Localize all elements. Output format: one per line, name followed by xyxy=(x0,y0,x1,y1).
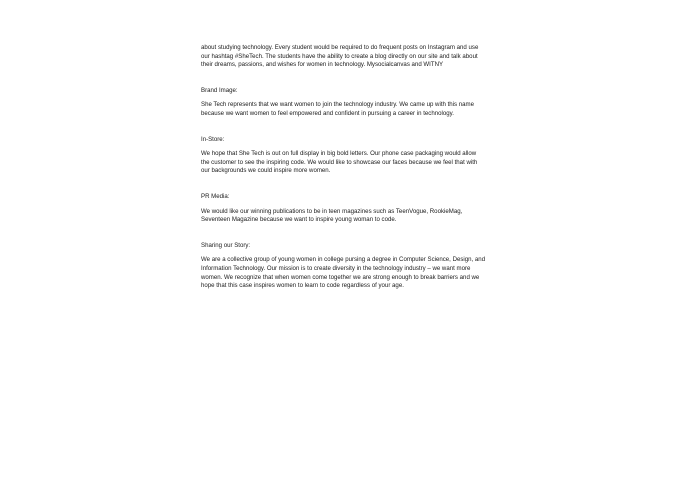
section-heading: In-Store: xyxy=(201,135,225,143)
section-brand-image xyxy=(201,87,496,119)
section-heading: PR Media: xyxy=(201,192,230,200)
paragraph-line: Seventeen Magazine because we want to inspire young woman to code. xyxy=(201,216,397,224)
paragraph-line: We hope that She Tech is out on full display in big bold letters. Our phone case packaging would allow xyxy=(201,150,477,158)
section-spacer xyxy=(201,225,496,242)
section-spacer xyxy=(201,70,496,87)
section-pr-media xyxy=(201,193,496,225)
section-paragraph xyxy=(201,256,496,290)
paragraph-line: the customer to see the inspiring code. We would like to showcase our faces because we feel that with xyxy=(201,158,478,166)
section-in-store xyxy=(201,136,496,176)
section-paragraph xyxy=(201,208,496,225)
paragraph-line: because we want women to feel empowered and confident in pursuing a career in technology. xyxy=(201,109,454,117)
paragraph-line: Information Technology. Our mission is to create diversity in the technology industry – we want more xyxy=(201,264,471,272)
paragraph-line: hope that this case inspires women to learn to code regardless of your age. xyxy=(201,282,404,290)
document-page xyxy=(201,44,496,291)
paragraph-line: our hashtag #SheTech. The students have the ability to create a blog directly on our site and talk about xyxy=(201,52,478,60)
paragraph-line: We are a collective group of young women in college pursing a degree in Computer Science, Design, and xyxy=(201,256,486,264)
paragraph-line: their dreams, passions, and wishes for women in technology. Mysocialcanvas and WITNY xyxy=(201,61,444,69)
paragraph-line: our backgrounds we could inspire more women. xyxy=(201,167,331,175)
section-paragraph xyxy=(201,150,496,176)
paragraph-line: She Tech represents that we want women to join the technology industry. We came up with this name xyxy=(201,101,475,109)
paragraph-line: women. We recognize that when women come together we are strong enough to break barriers and we xyxy=(201,273,480,281)
section-sharing-our-story xyxy=(201,242,496,291)
paragraph-line: about studying technology. Every student would be required to do frequent posts on Instagram and use xyxy=(201,44,479,51)
section-spacer xyxy=(201,176,496,193)
paragraph-line: We would like our winning publications to be in teen magazines such as TeenVogue, RookieMag, xyxy=(201,207,463,215)
section-heading: Sharing our Story: xyxy=(201,241,251,249)
section-paragraph xyxy=(201,101,496,118)
section-heading: Brand Image: xyxy=(201,86,238,94)
intro-paragraph xyxy=(201,44,496,70)
section-spacer xyxy=(201,119,496,136)
